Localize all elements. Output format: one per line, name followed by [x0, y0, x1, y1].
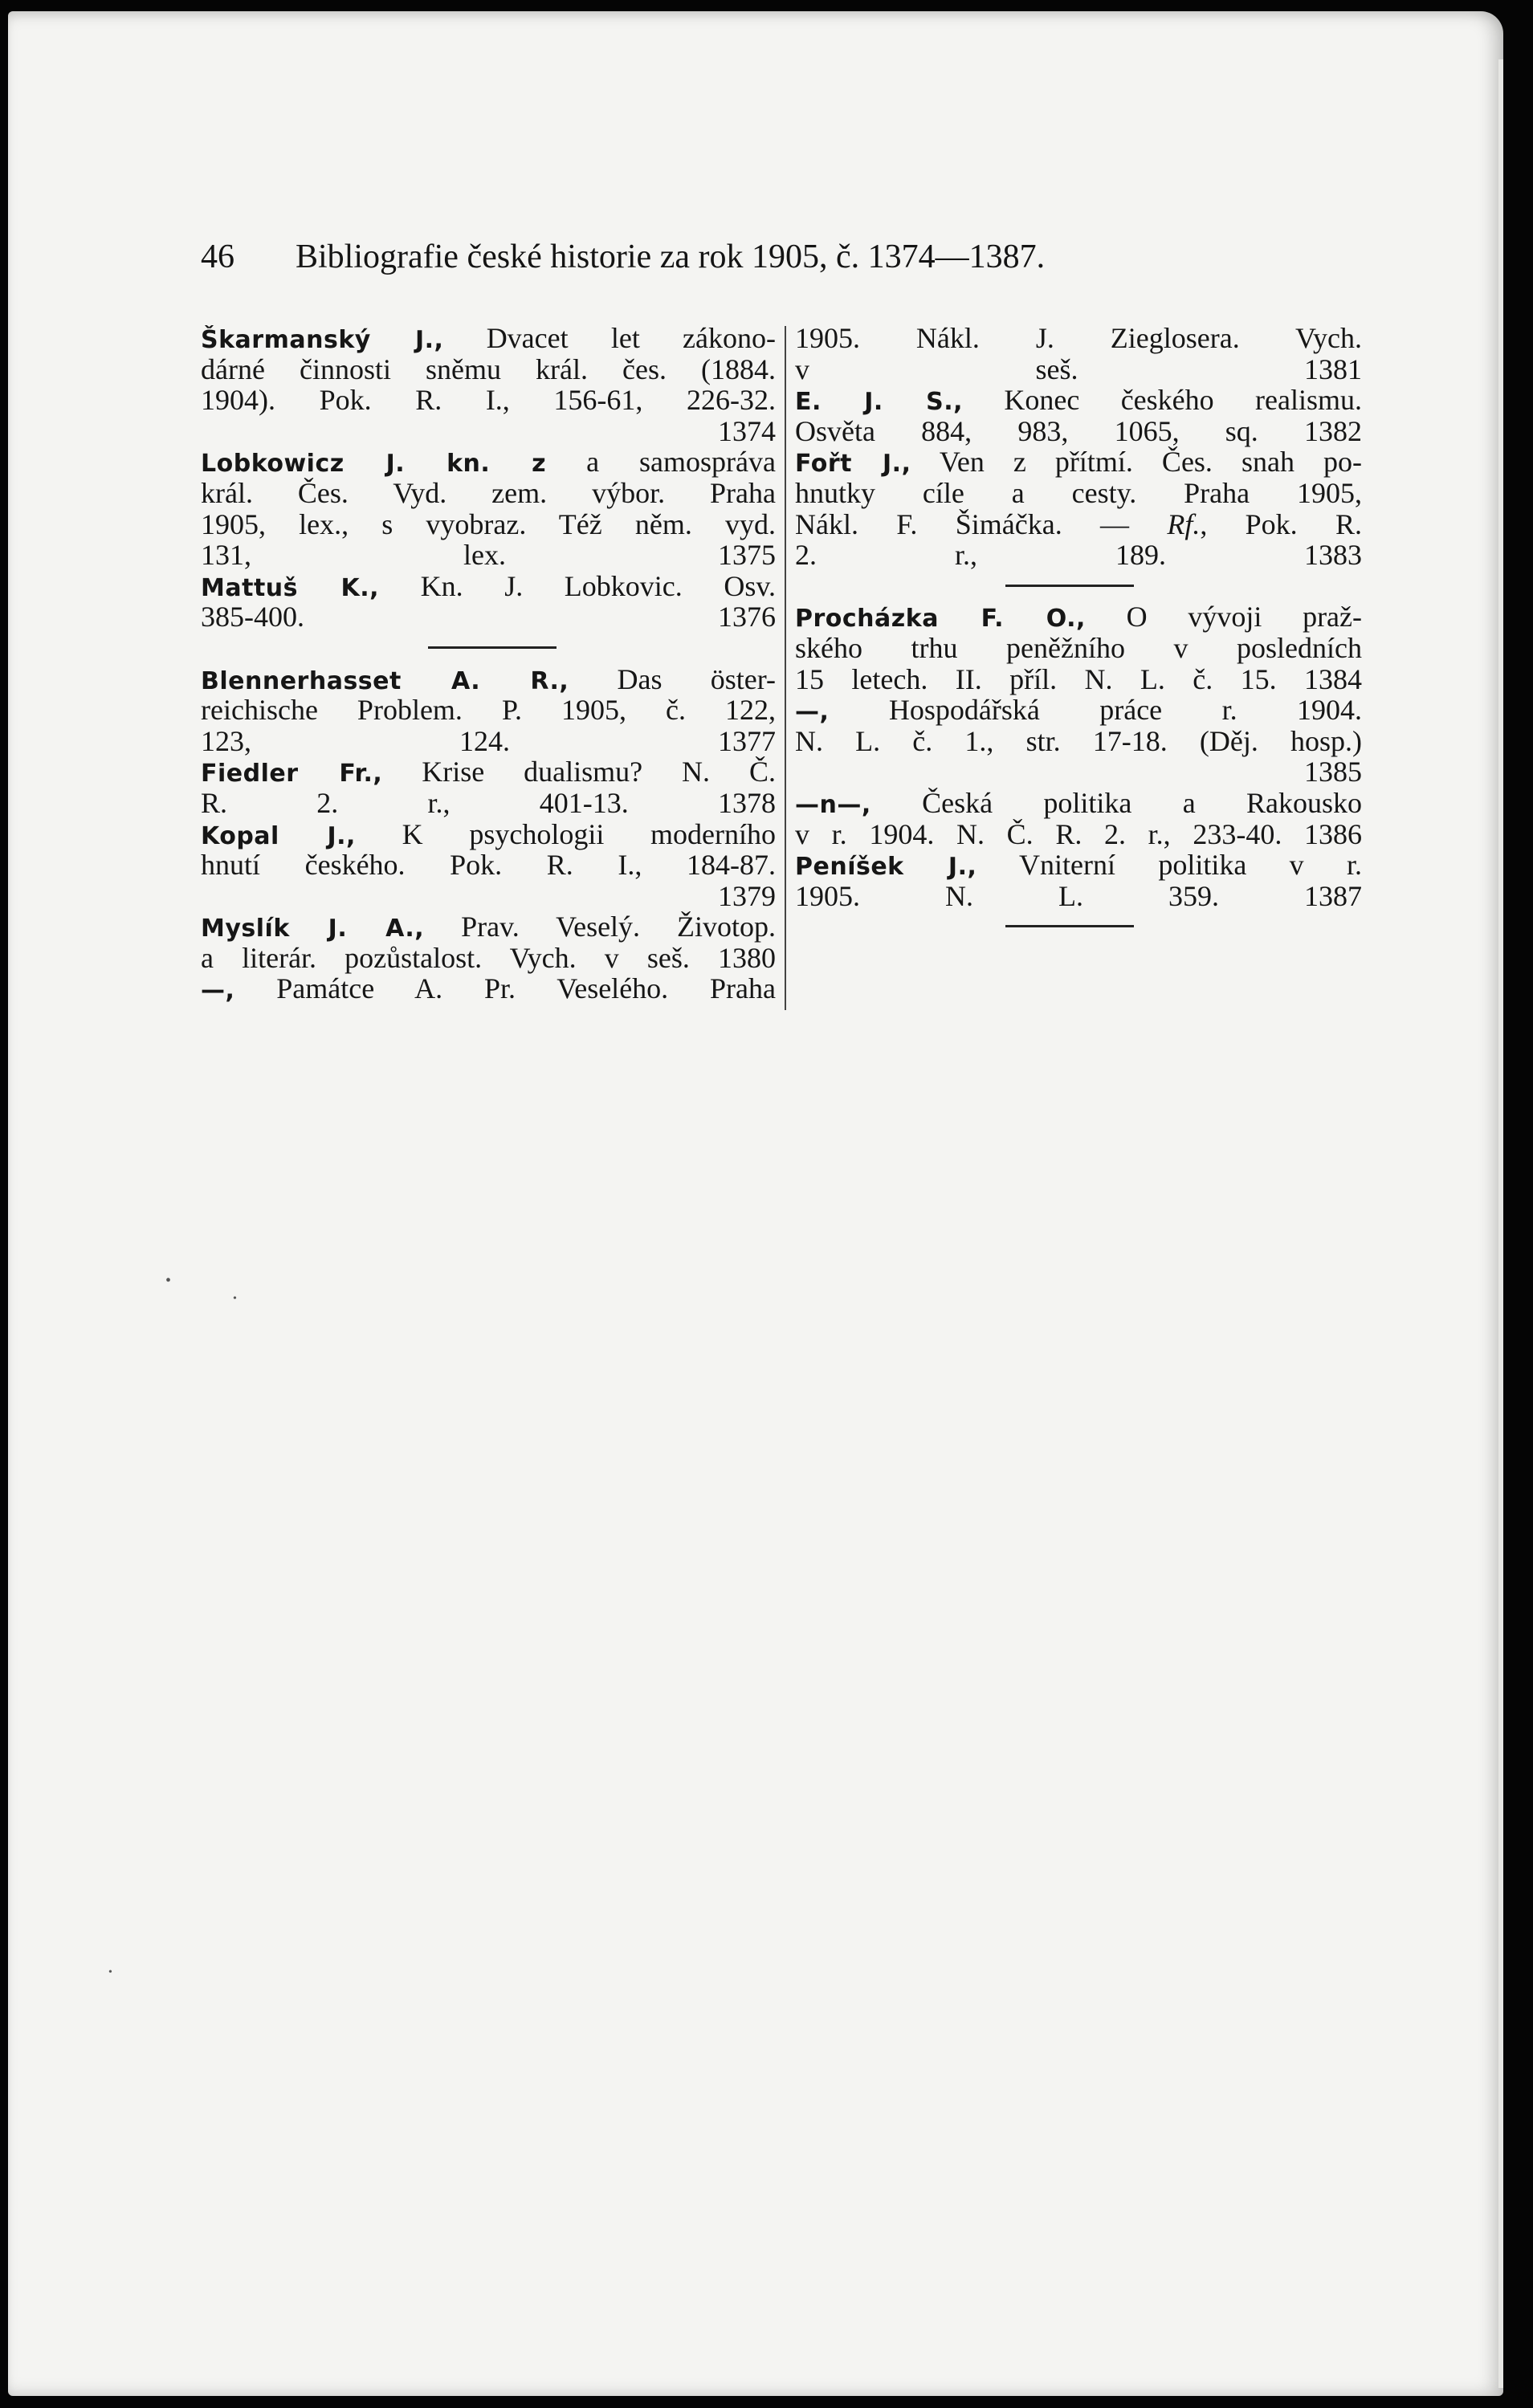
entry-author: —,	[201, 976, 235, 1005]
entry-text: 15 letech. II. příl. N. L. č. 15.	[795, 662, 1277, 695]
entry-author: Kopal J.,	[201, 821, 356, 850]
entry-text: 385-400.	[201, 601, 304, 634]
entry-text: 2. r., 189.	[795, 539, 1166, 572]
entry-text-italic: Rf.	[1167, 507, 1201, 540]
entry-1380	[201, 911, 776, 973]
column-divider	[785, 326, 786, 1010]
entry-number: 1379	[718, 879, 776, 912]
entry-text: dárné činnosti sněmu král. čes. (1884.	[201, 352, 776, 385]
entry-text: 1905. N. L. 359.	[795, 879, 1219, 912]
entry-text: Ven z přítmí. Čes. snah po-	[939, 446, 1362, 479]
entry-number: 1382	[1304, 414, 1362, 447]
entry-author: —,	[795, 698, 830, 727]
entry-text: , Pok. R.	[1200, 507, 1362, 540]
entry-author: E. J. S.,	[795, 388, 963, 417]
entry-number: 1384	[1304, 662, 1362, 695]
entry-number: 1377	[718, 724, 776, 757]
left-column	[201, 323, 776, 1004]
entry-text: Krise dualismu? N. Č.	[422, 756, 776, 788]
entry-text: v r. 1904. N. Č. R. 2. r., 233-40.	[795, 817, 1282, 850]
section-separator	[795, 571, 1362, 602]
entry-text: 1904). Pok. R. I., 156-61, 226-32.	[201, 384, 776, 417]
ink-speck: •	[233, 1293, 237, 1305]
entry-1386	[795, 788, 1362, 850]
entry-text: Dvacet let zákono-	[486, 322, 776, 354]
entry-text: Památce A. Pr. Veselého. Praha	[276, 972, 777, 1005]
entry-1379	[201, 819, 776, 912]
entry-1383	[795, 446, 1362, 570]
entry-text: Kn. J. Lobkovic. Osv.	[420, 569, 777, 602]
ink-speck: •	[165, 1272, 172, 1290]
entry-text: Prav. Veselý. Životop.	[461, 911, 776, 943]
entry-1376	[201, 571, 776, 633]
entry-text: a literár. pozůstalost. Vych. v seš.	[201, 941, 690, 974]
entry-number: 1376	[718, 601, 776, 634]
entry-text: Hospodářská práce r. 1904.	[888, 694, 1363, 727]
right-column	[795, 323, 1362, 943]
entry-1384	[795, 601, 1362, 695]
entry-author: Peníšek J.,	[795, 853, 977, 882]
entry-number: 1380	[718, 941, 776, 974]
entry-text: Konec českého realismu.	[1004, 384, 1362, 417]
entry-author: Mattuš K.,	[201, 573, 380, 602]
entry-text: 1905. Nákl. J. Zieglosera. Vych.	[795, 322, 1362, 354]
entry-author: Fořt J.,	[795, 450, 911, 479]
entry-text: 123, 124.	[201, 724, 510, 757]
entry-text: 131, lex.	[201, 539, 506, 572]
entry-text: v seš.	[795, 352, 1078, 385]
entry-1381-start	[201, 973, 776, 1004]
entry-author: Procházka F. O.,	[795, 605, 1086, 634]
entry-number: 1383	[1304, 539, 1362, 572]
entry-1378	[201, 756, 776, 818]
entry-1374	[201, 323, 776, 446]
entry-1382	[795, 385, 1362, 446]
section-separator	[201, 633, 776, 664]
running-header	[201, 238, 1245, 276]
entry-text: reichische Problem. P. 1905, č. 122,	[201, 694, 776, 727]
entry-1387	[795, 850, 1362, 911]
entry-text: hnutky cíle a cesty. Praha 1905,	[795, 476, 1362, 509]
entry-author: Lobkowicz J. kn. z	[201, 450, 547, 479]
section-separator	[795, 911, 1362, 943]
entry-author: Blennerhasset A. R.,	[201, 666, 569, 695]
entry-author: Škarmanský J.,	[201, 326, 444, 354]
ink-speck: •	[108, 1966, 112, 1978]
entry-text: N. L. č. 1., str. 17-18. (Děj. hosp.)	[795, 724, 1362, 757]
entry-text: K psychologii moderního	[402, 817, 777, 850]
entry-text: ského trhu peněžního v posledních	[795, 631, 1362, 664]
running-title: Bibliografie české historie za rok 1905, č. 1374—1387.	[296, 238, 1046, 275]
entry-text: Das öster-	[617, 662, 777, 695]
entry-text: O vývoji praž-	[1126, 601, 1363, 634]
entry-text: Nákl. F. Šimáčka. —	[795, 507, 1130, 540]
entry-text: Vniterní politika v r.	[1019, 849, 1362, 882]
entry-number: 1375	[718, 539, 777, 572]
entry-1381-continued	[795, 323, 1362, 385]
entry-number: 1381	[1304, 352, 1362, 385]
page-edge-shadow	[1498, 59, 1503, 2388]
page-number: 46	[201, 238, 234, 275]
entry-text: Osvěta 884, 983, 1065, sq.	[795, 414, 1258, 447]
entry-1377	[201, 664, 776, 757]
entry-number: 1385	[1304, 756, 1362, 788]
book-page	[8, 11, 1503, 2396]
entry-text: hnutí českého. Pok. R. I., 184-87.	[201, 849, 776, 882]
entry-text: král. Čes. Vyd. zem. výbor. Praha	[201, 476, 776, 509]
entry-1375	[201, 446, 776, 570]
entry-text: 1905, lex., s vyobraz. Též něm. vyd.	[201, 507, 776, 540]
entry-1385	[795, 695, 1362, 788]
entry-text: Česká politika a Rakousko	[922, 786, 1362, 819]
entry-number: 1386	[1304, 817, 1363, 850]
entry-author: Fiedler Fr.,	[201, 760, 383, 788]
entry-author: —n—,	[795, 790, 871, 819]
entry-text: R. 2. r., 401-13.	[201, 786, 629, 819]
entry-number: 1387	[1304, 879, 1362, 912]
entry-number: 1374	[718, 414, 776, 447]
entry-author: Myslík J. A.,	[201, 915, 425, 943]
entry-text: a samospráva	[586, 446, 776, 479]
entry-number: 1378	[718, 786, 776, 819]
